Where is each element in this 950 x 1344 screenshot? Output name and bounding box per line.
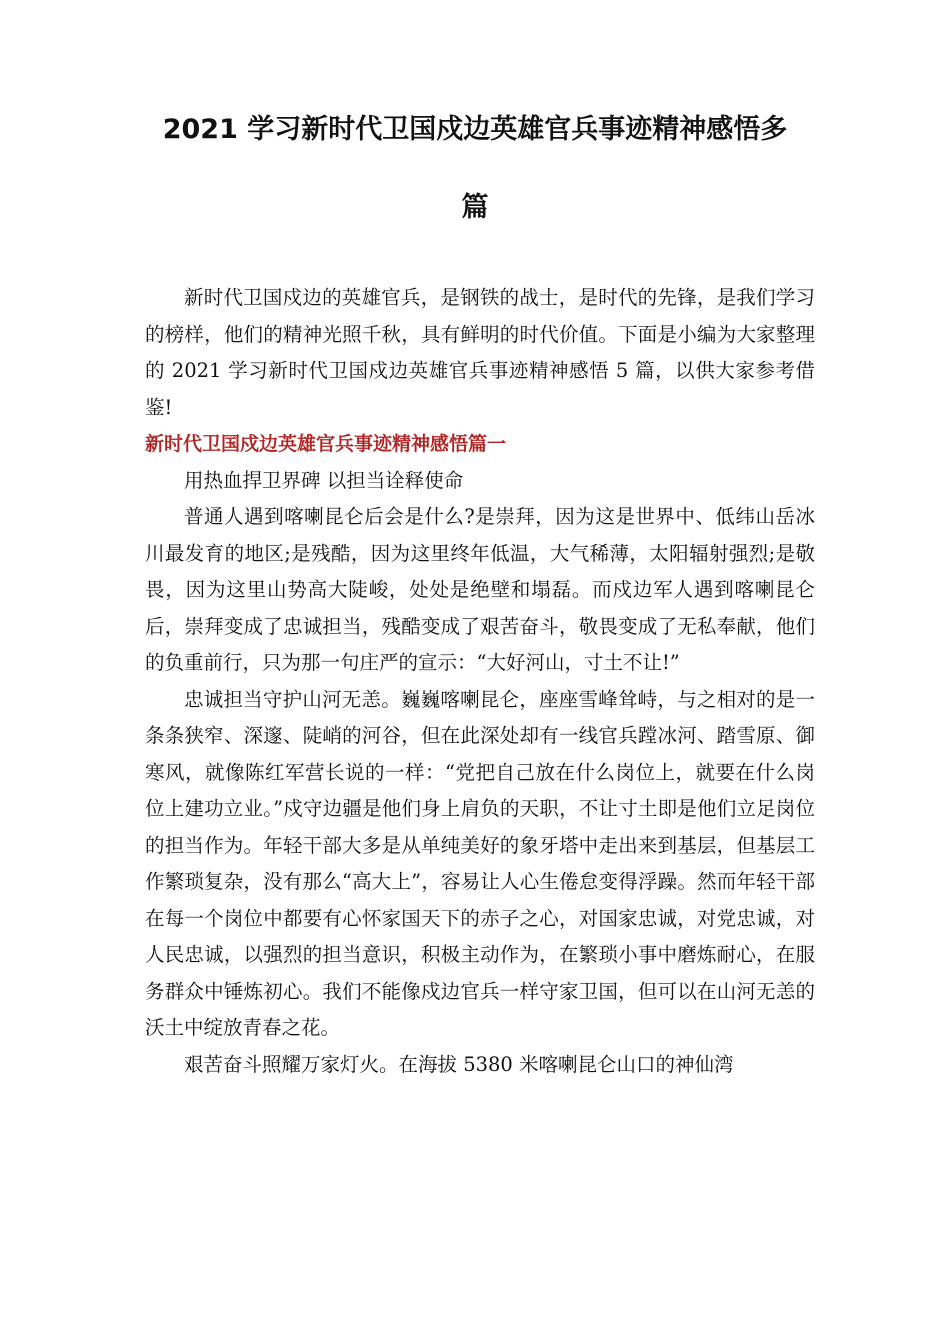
section-heading: 新时代卫国戍边英雄官兵事迹精神感悟篇一	[145, 433, 507, 455]
document-body	[145, 280, 815, 1083]
document-title-line-2: 篇	[461, 192, 489, 223]
document-title-line-1: 2021 学习新时代卫国戍边英雄官兵事迹精神感悟多	[162, 114, 788, 145]
intro-paragraph: 新时代卫国戍边的英雄官兵，是钢铁的战士，是时代的先锋，是我们学习的榜样，他们的精神光照千秋，具有鲜明的时代价值。下面是小编为大家整理的 2021 学习新时代卫国戍边英雄官兵事迹精神感悟 5 篇，以供大家参考借鉴!	[145, 286, 815, 419]
body-paragraph: 忠诚担当守护山河无恙。巍巍喀喇昆仑，座座雪峰耸峙，与之相对的是一条条狭窄、深邃、陡峭的河谷，但在此深处却有一线官兵蹚冰河、踏雪原、御寒风，就像陈红军营长说的一样：“党把自己放在什么岗位上，就要在什么岗位上建功立业。”戍守边疆是他们身上肩负的天职，不让寸土即是他们立足岗位的担当作为。年轻干部大多是从单纯美好的象牙塔中走出来到基层，但基层工作繁琐复杂，没有那么“高大上”，容易让人心生倦怠变得浮躁。然而年轻干部在每一个岗位中都要有心怀家国天下的赤子之心，对国家忠诚，对党忠诚，对人民忠诚，以强烈的担当意识，积极主动作为，在繁琐小事中磨炼耐心，在服务群众中锤炼初心。我们不能像戍边官兵一样守家卫国，但可以在山河无恙的沃土中绽放青春之花。	[145, 687, 815, 1039]
section-subtitle: 用热血捍卫界碑 以担当诠释使命	[184, 468, 464, 492]
body-paragraph: 普通人遇到喀喇昆仑后会是什么?是崇拜，因为这是世界中、低纬山岳冰川最发育的地区;是残酷，因为这里终年低温，大气稀薄，太阳辐射强烈;是敬畏，因为这里山势高大陡峻，处处是绝壁和塌磊。而戍边军人遇到喀喇昆仑后，崇拜变成了忠诚担当，残酷变成了艰苦奋斗，敬畏变成了无私奉献，他们的负重前行，只为那一句庄严的宣示：“大好河山，寸土不让!”	[145, 505, 815, 674]
body-paragraph: 艰苦奋斗照耀万家灯火。在海拔 5380 米喀喇昆仑山口的神仙湾	[184, 1052, 734, 1076]
